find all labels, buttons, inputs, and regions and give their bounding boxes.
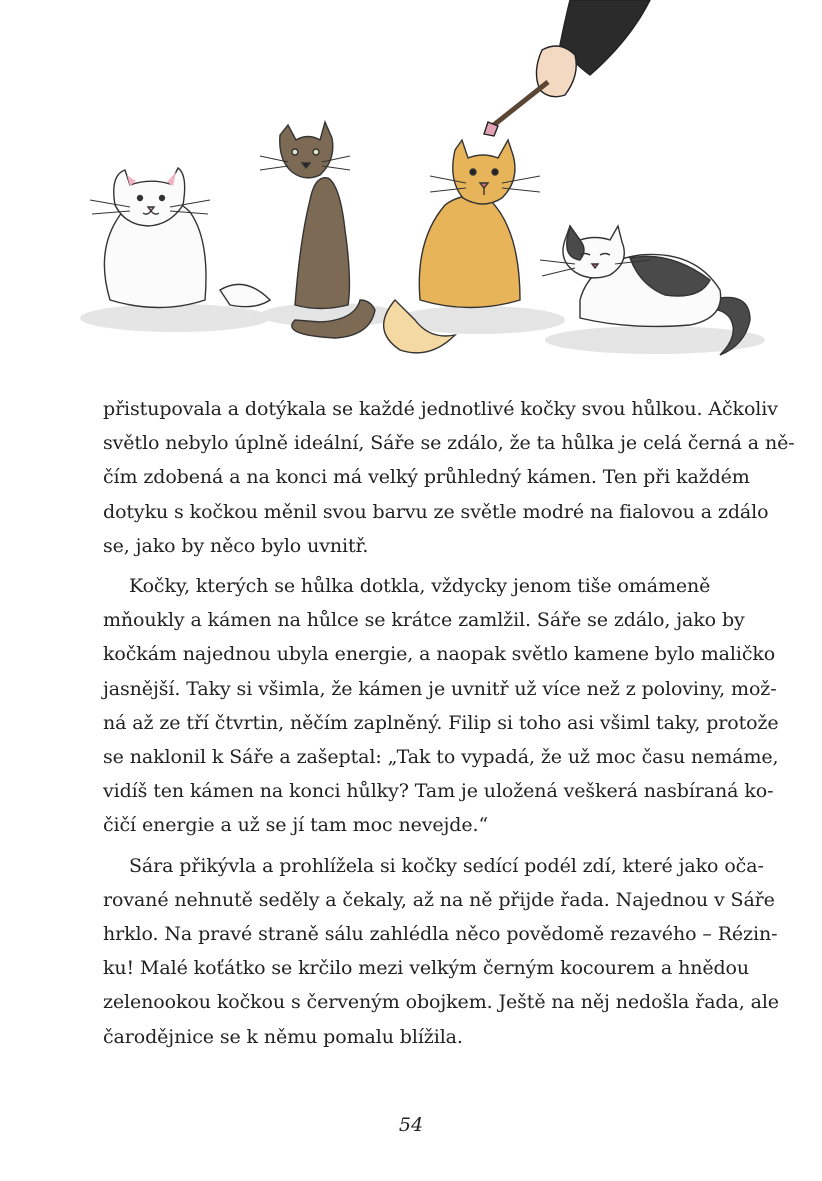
page-number: 54 xyxy=(398,1114,424,1136)
text-line: čičí energie a už se jí tam moc nevejde.“ xyxy=(103,814,489,837)
white-cat xyxy=(90,168,270,308)
paragraph-3 xyxy=(103,849,779,1054)
body-text xyxy=(103,392,795,1054)
text-line: ná až ze tří čtvrtin, něčím zaplněný. Filip si toho asi všiml taky, protože xyxy=(103,711,779,734)
text-line: kočkám najednou ubyla energie, a naopak světlo kamene bylo maličko xyxy=(103,643,776,666)
text-line: dotyku s kočkou měnil svou barvu ze světle modré na fialovou a zdálo xyxy=(103,500,769,523)
paragraph-1 xyxy=(103,392,795,563)
brown-cat xyxy=(260,122,375,338)
text-line: Kočky, kterých se hůlka dotkla, vždycky jenom tiše omámeně xyxy=(129,575,711,598)
text-line: přistupovala a dotýkala se každé jednotlivé kočky svou hůlkou. Ačkoliv xyxy=(103,398,778,420)
text-line: světlo nebylo úplně ideální, Sáře se zdálo, že ta hůlka je celá černá a ně- xyxy=(103,432,795,455)
text-line: se naklonil k Sáře a zašeptal: „Tak to vypadá, že už moc času nemáme, xyxy=(103,746,779,769)
text-line: jasnější. Taky si všimla, že kámen je uvnitř už více než z poloviny, mož- xyxy=(103,677,777,700)
text-line: rované nehnutě seděly a čekaly, až na ně přijde řada. Najednou v Sáře xyxy=(103,888,775,911)
text-line: Sára přikývla a prohlížela si kočky sedící podél zdí, které jako oča- xyxy=(129,854,764,877)
text-line: mňoukly a kámen na hůlce se krátce zamlžil. Sáře se zdálo, jako by xyxy=(103,609,745,632)
text-line: čarodějnice se k němu pomalu blížila. xyxy=(103,1025,463,1048)
paragraph-2 xyxy=(103,569,779,843)
text-line: vidíš ten kámen na konci hůlky? Tam je uložená veškerá nasbíraná ko- xyxy=(103,780,774,803)
text-line: se, jako by něco bylo uvnitř. xyxy=(103,534,369,557)
cats-illustration xyxy=(70,0,770,370)
text-line: zelenookou kočkou s červeným obojkem. Ještě na něj nedošla řada, ale xyxy=(103,991,779,1014)
hand-with-wand xyxy=(484,0,650,136)
text-line: čím zdobená a na konci má velký průhledný kámen. Ten při každém xyxy=(103,466,750,489)
text-line: ku! Malé koťátko se krčilo mezi velkým černým kocourem a hnědou xyxy=(103,957,750,980)
text-line: hrklo. Na pravé straně sálu zahlédla něco povědomě rezavého – Rézin- xyxy=(103,923,778,946)
